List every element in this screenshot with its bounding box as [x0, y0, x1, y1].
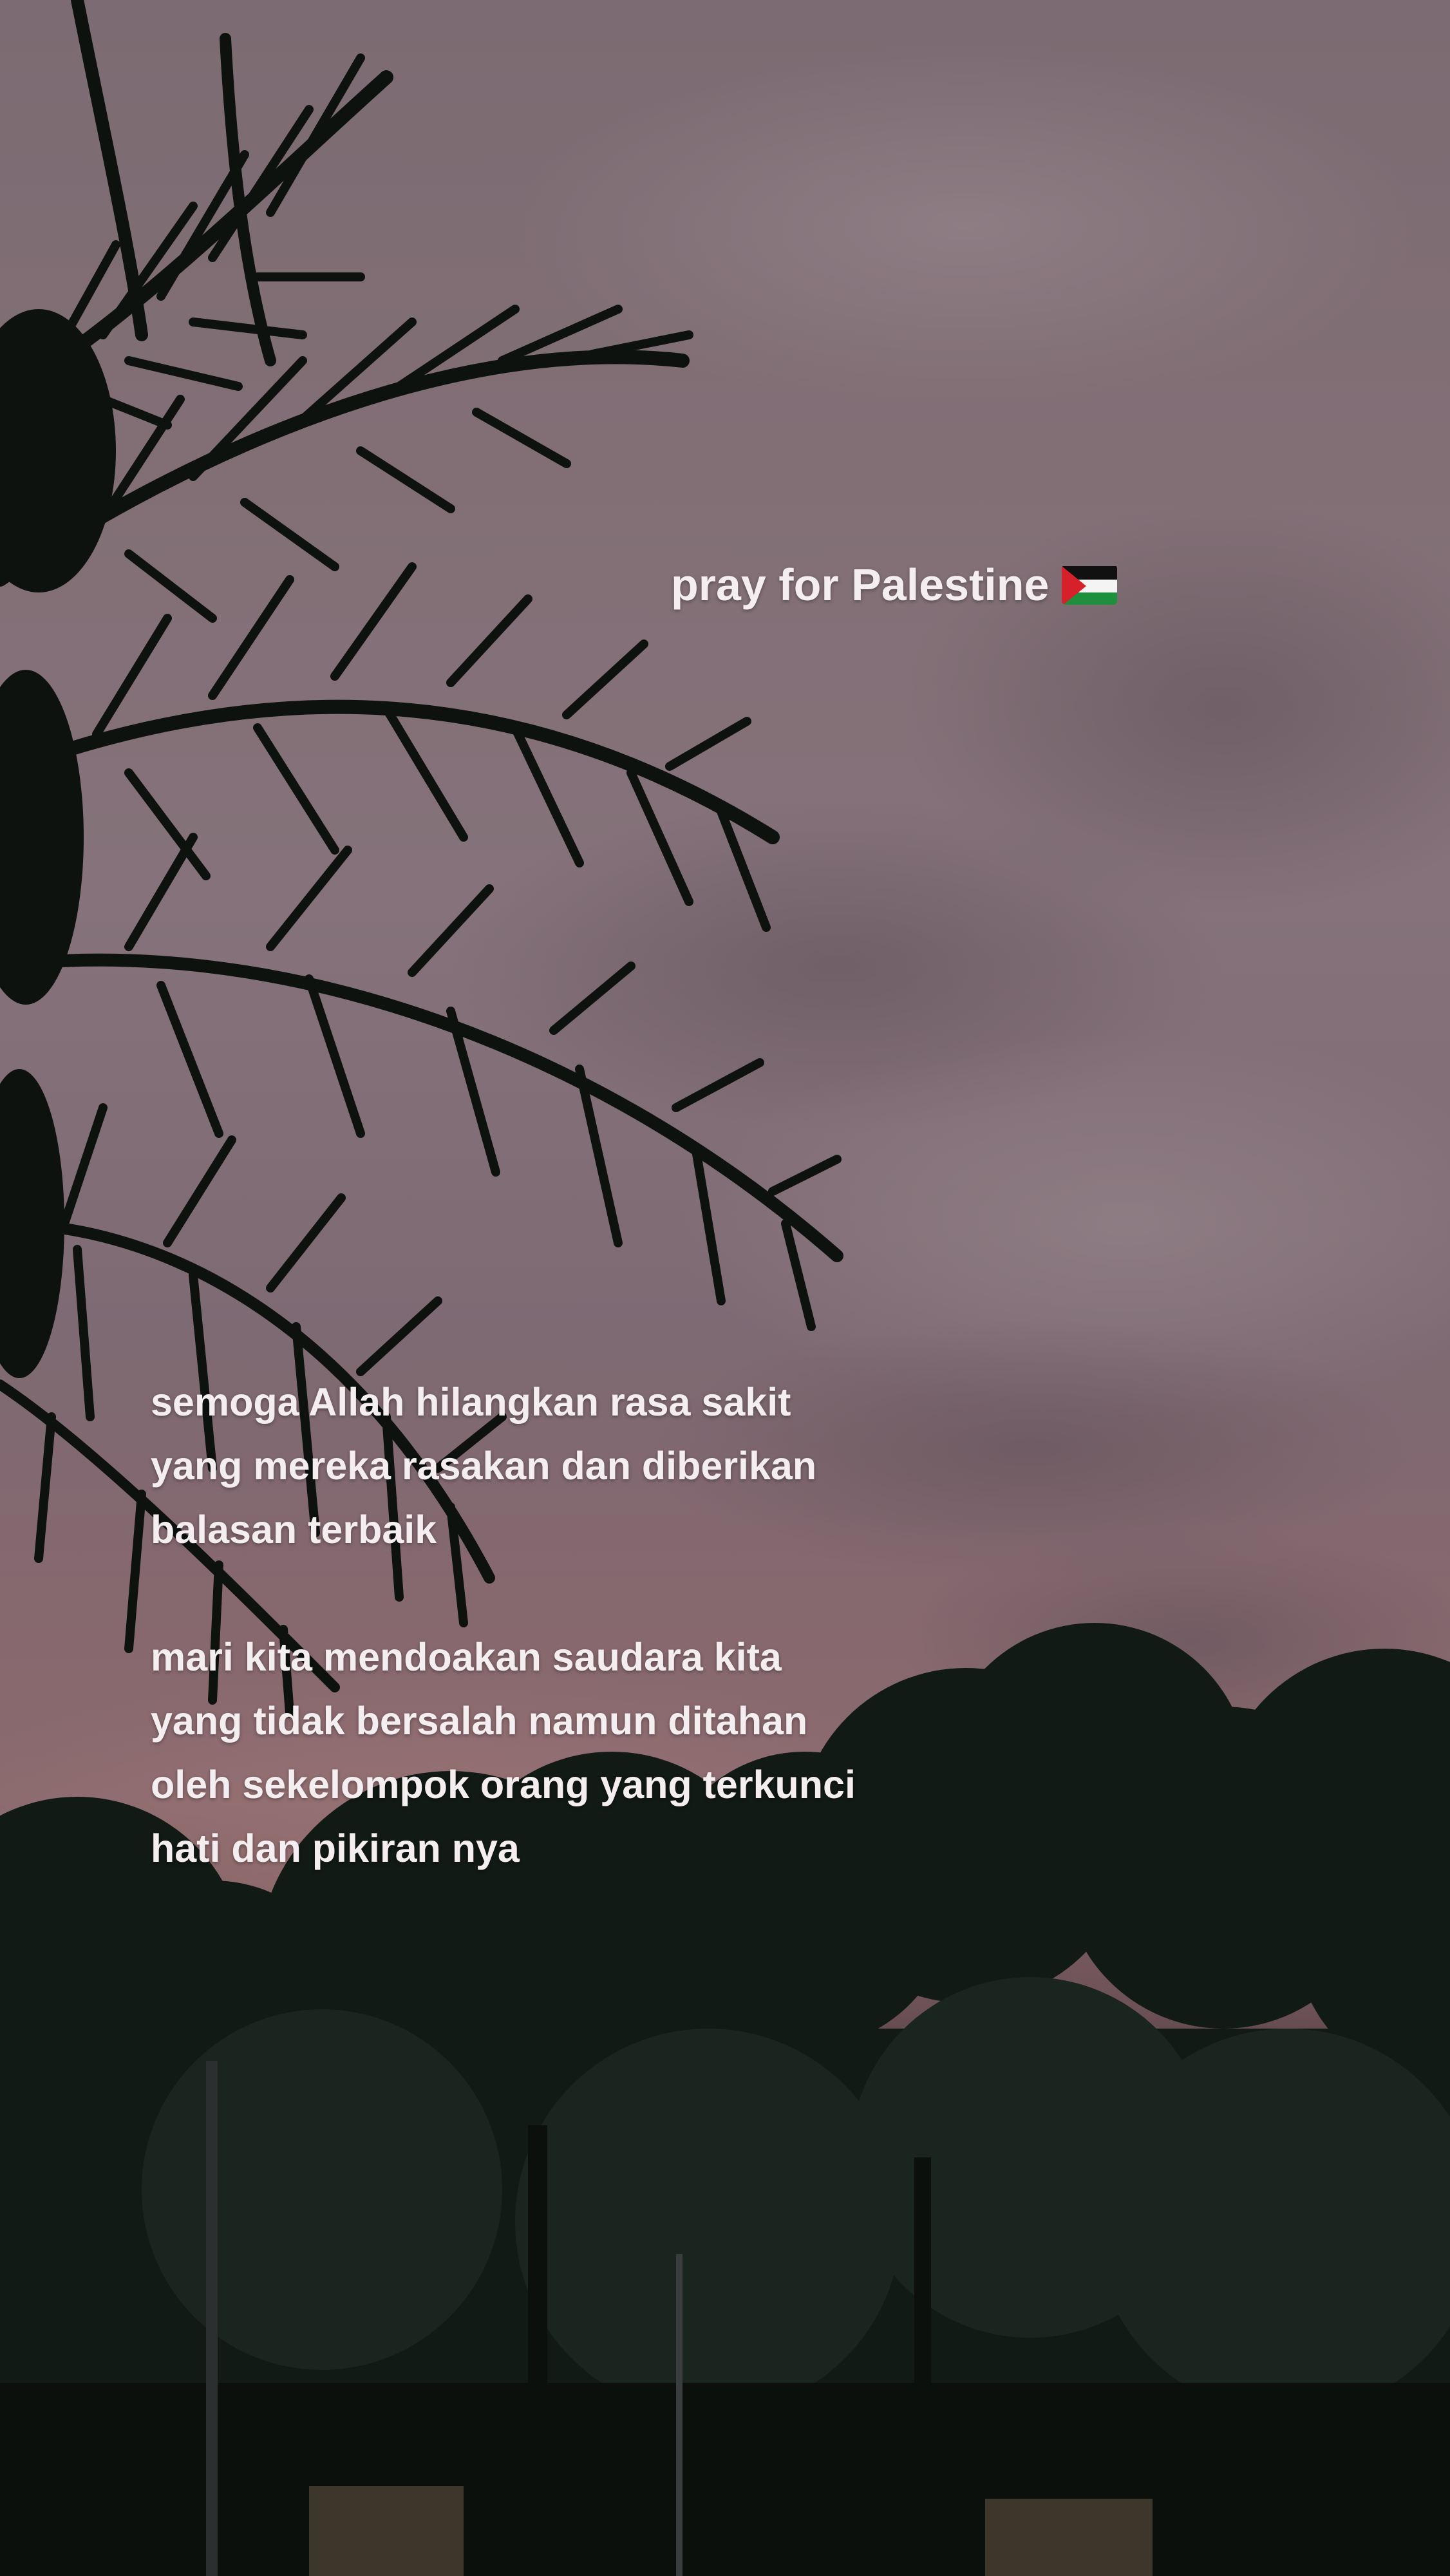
text-line: mari kita mendoakan saudara kita: [151, 1635, 782, 1679]
story-title: [671, 559, 1117, 611]
prayer-paragraph-2: [151, 1625, 988, 1880]
text-line: oleh sekelompok orang yang terkunci: [151, 1763, 856, 1806]
text-line: yang mereka rasakan dan diberikan: [151, 1444, 817, 1488]
palestine-flag-icon: [1062, 565, 1117, 605]
text-line: semoga Allah hilangkan rasa sakit: [151, 1380, 791, 1424]
text-line: balasan terbaik: [151, 1508, 437, 1551]
prayer-paragraph-1: [151, 1370, 988, 1562]
text-line: yang tidak bersalah namun ditahan: [151, 1699, 808, 1743]
text-line: hati dan pikiran nya: [151, 1826, 520, 1870]
title-text: pray for Palestine: [671, 560, 1050, 610]
